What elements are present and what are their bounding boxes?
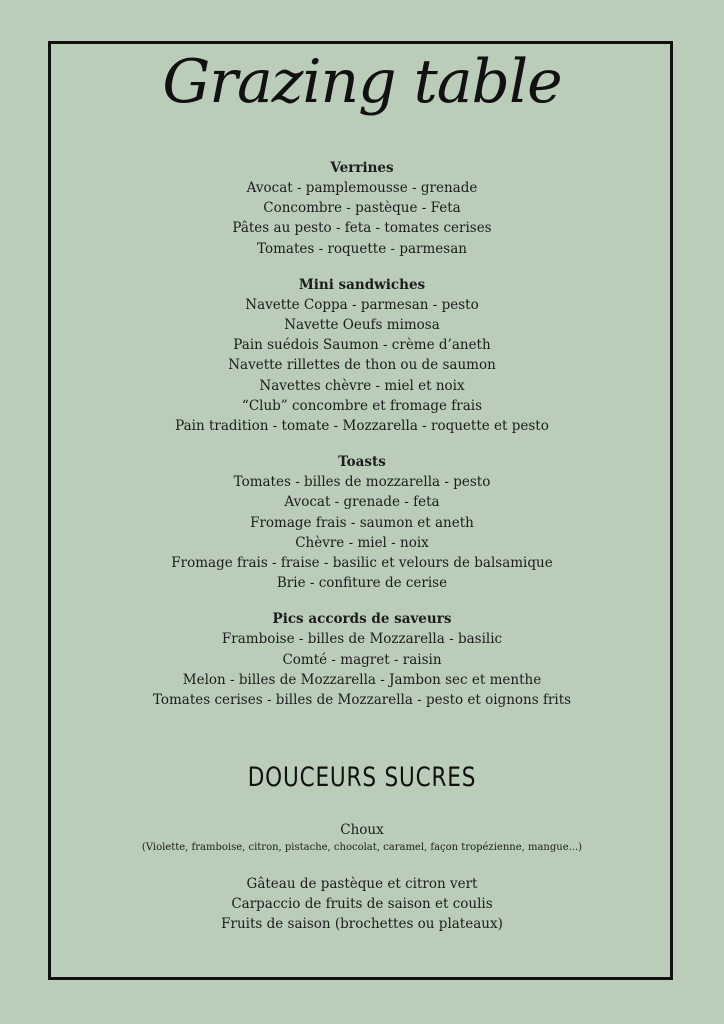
menu-item: Fruits de saison (brochettes ou plateaux) [221,916,503,933]
menu-item: Navette Coppa - parmesan - pesto [245,296,479,313]
menu-item: Concombre - pastèque - Feta [263,200,461,217]
menu-item: Tomates - roquette - parmesan [257,240,467,257]
menu-item: Gâteau de pastèque et citron vert [246,876,478,892]
choux-flavors-note: (Violette, framboise, citron, pistache, chocolat, caramel, façon tropézienne, mangue...) [141,842,583,853]
section-title: Verrines [330,160,394,176]
menu-item: Pain suédois Saumon - crème d’aneth [233,337,491,354]
sweets-heading: DOUCEURS SUCRES [247,762,477,793]
menu-item: Carpaccio de fruits de saison et coulis [231,896,493,913]
section-title: Pics accords de saveurs [272,611,452,628]
menu-item: Brie - confiture de cerise [276,575,448,592]
menu-item: “Club” concombre et fromage frais [241,397,483,414]
menu-item: Fromage frais - fraise - basilic et velours de balsamique [171,555,553,572]
menu-item: Fromage frais - saumon et aneth [250,514,474,531]
menu-item: Navette rillettes de thon ou de saumon [228,357,496,374]
section-title: Mini sandwiches [298,276,426,293]
menu-item: Navette Oeufs mimosa [284,317,440,334]
menu-item: Avocat - grenade - feta [284,494,440,511]
menu-item: Pain tradition - tomate - Mozzarella - roquette et pesto [175,418,549,435]
section-title: Toasts [338,454,386,471]
menu-item: Navettes chèvre - miel et noix [259,377,465,394]
sweets-menu [0,820,724,935]
menu-item: Tomates cerises - billes de Mozzarella - pesto et oignons frits [152,692,572,709]
menu-item: Tomates - billes de mozzarella - pesto [233,474,491,491]
savory-menu [0,158,724,726]
choux-label: Choux [340,822,384,838]
menu-section-toasts [0,452,724,593]
menu-item: Pâtes au pesto - feta - tomates cerises [232,220,492,237]
menu-section-verrines [0,158,724,259]
page-title: Grazing table [162,47,562,117]
menu-item: Avocat - pamplemousse - grenade [246,180,478,196]
menu-item: Melon - billes de Mozzarella - Jambon sec et menthe [182,671,542,688]
menu-item: Chèvre - miel - noix [295,534,429,551]
menu-item: Comté - magret - raisin [282,651,442,668]
menu-item: Framboise - billes de Mozzarella - basilic [221,631,503,648]
menu-section-pics [0,609,724,710]
menu-section-mini-sandwiches [0,275,724,436]
